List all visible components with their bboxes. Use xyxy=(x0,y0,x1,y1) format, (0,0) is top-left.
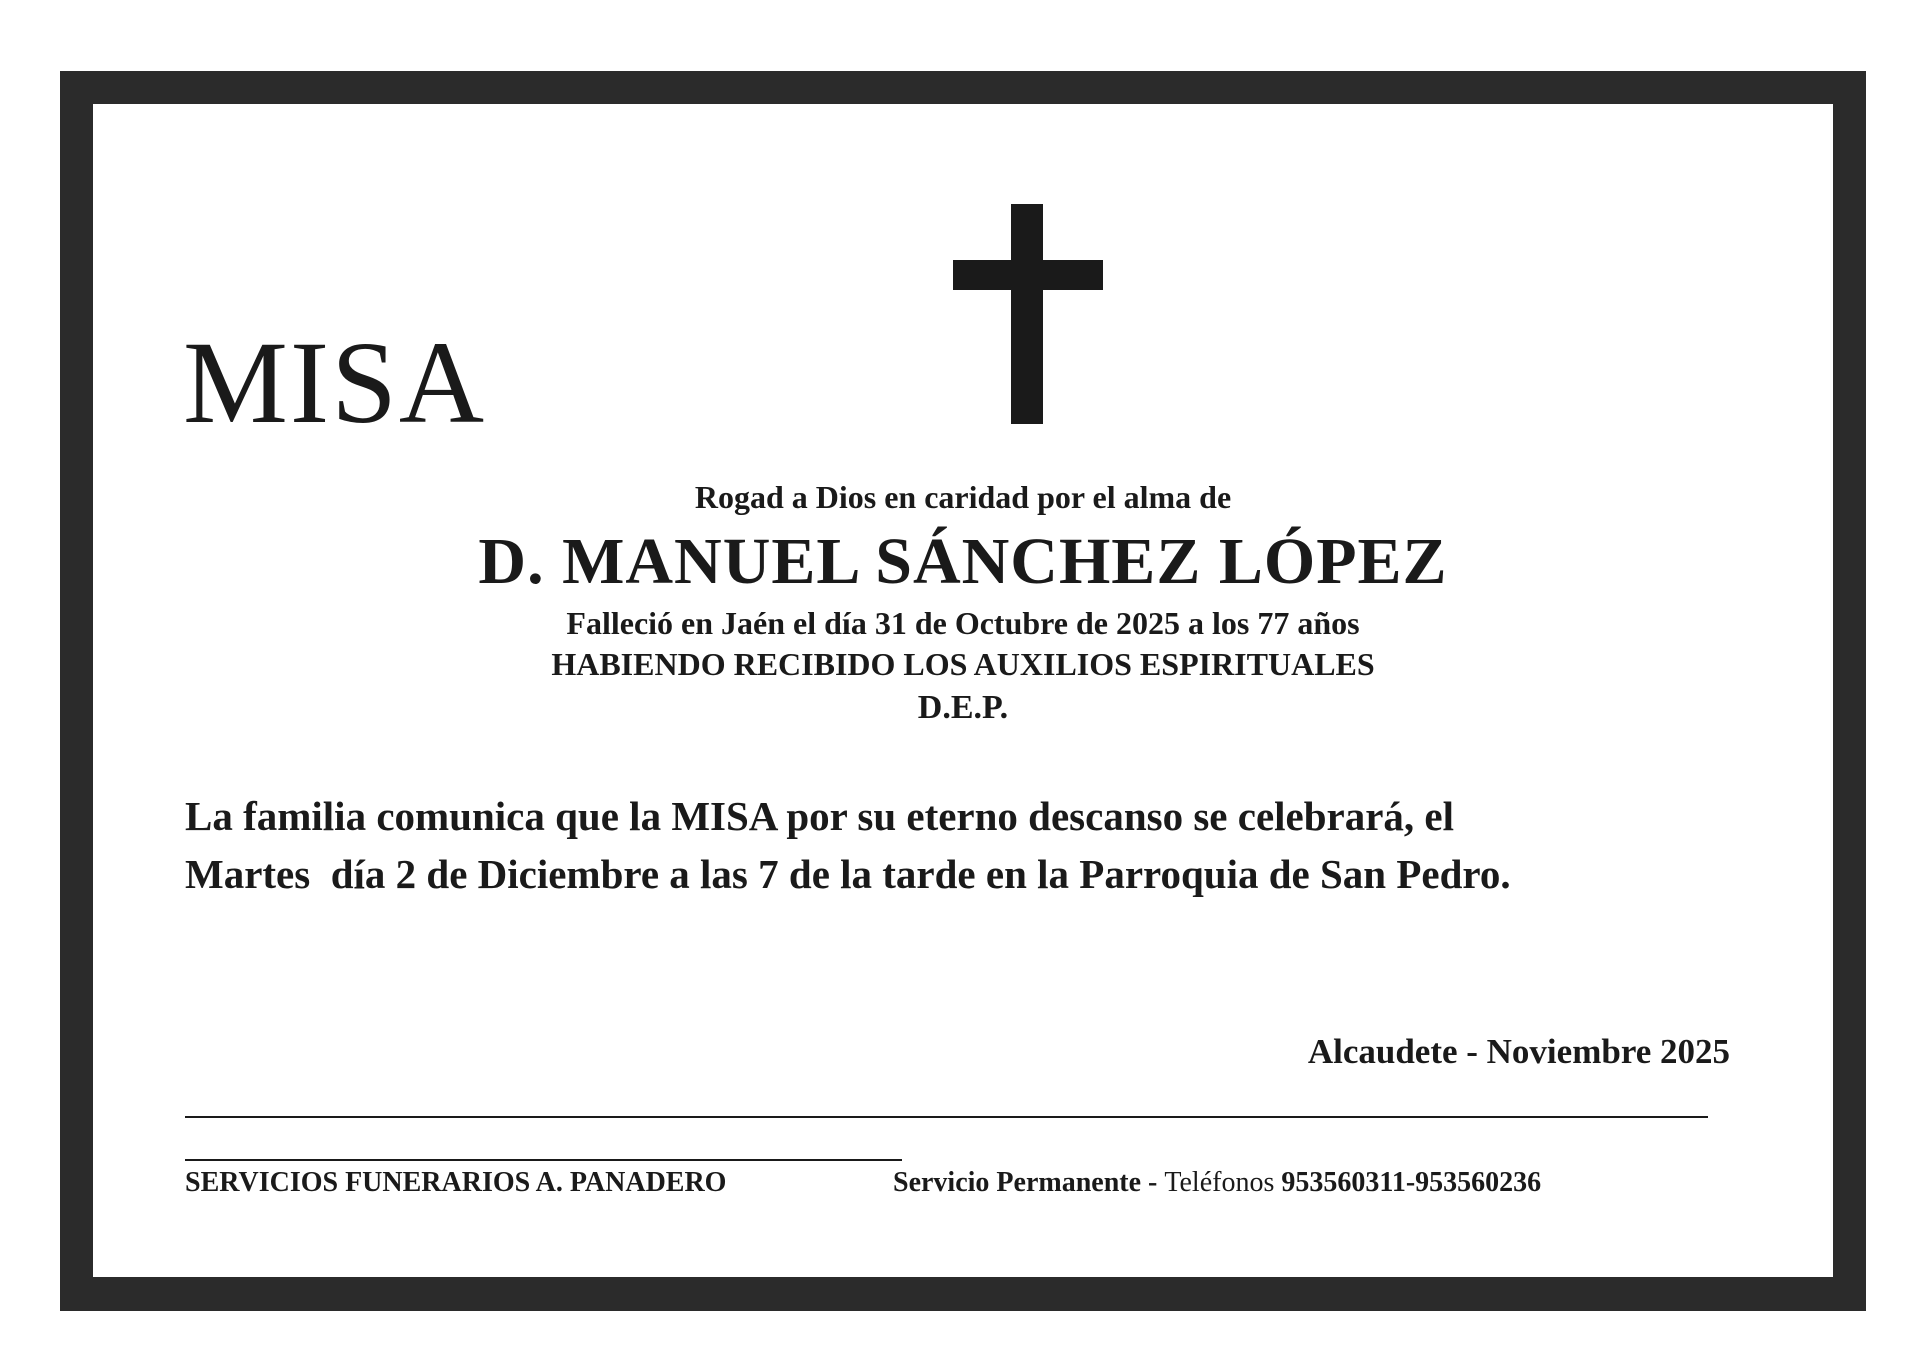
place-date: Alcaudete - Noviembre 2025 xyxy=(1307,1032,1730,1071)
divider-short xyxy=(185,1159,902,1161)
separator: - xyxy=(1141,1167,1165,1198)
cross-vertical-bar xyxy=(1011,204,1043,424)
announcement-line-1: La familia comunica que la MISA por su eterno descanso se celebrará, el xyxy=(185,793,1455,839)
rites-line: HABIENDO RECIBIDO LOS AUXILIOS ESPIRITUALES xyxy=(551,646,1375,682)
death-details: Falleció en Jaén el día 31 de Octubre de 2025 a los 77 años xyxy=(566,605,1360,641)
cross-icon xyxy=(953,204,1103,424)
funeral-company-name: SERVICIOS FUNERARIOS A. PANADERO xyxy=(185,1167,727,1198)
announcement-line-2: Martes día 2 de Diciembre a las 7 de la tarde en la Parroquia de San Pedro. xyxy=(185,851,1511,897)
cross-horizontal-bar xyxy=(953,260,1103,290)
divider-long xyxy=(185,1116,1708,1118)
service-label: Servicio Permanente xyxy=(893,1167,1142,1198)
black-border-frame xyxy=(60,71,1866,1311)
phone-numbers: 953560311-953560236 xyxy=(1281,1167,1542,1198)
intro-line: Rogad a Dios en caridad por el alma de xyxy=(694,479,1232,515)
deceased-name: D. MANUEL SÁNCHEZ LÓPEZ xyxy=(478,525,1448,598)
notice-card xyxy=(93,104,1833,1277)
contact-line xyxy=(893,1167,1541,1199)
announcement-text xyxy=(185,787,1730,903)
phones-label: Teléfonos xyxy=(1164,1167,1275,1198)
dep-line: D.E.P. xyxy=(917,689,1009,726)
notice-heading: MISA xyxy=(183,317,487,448)
